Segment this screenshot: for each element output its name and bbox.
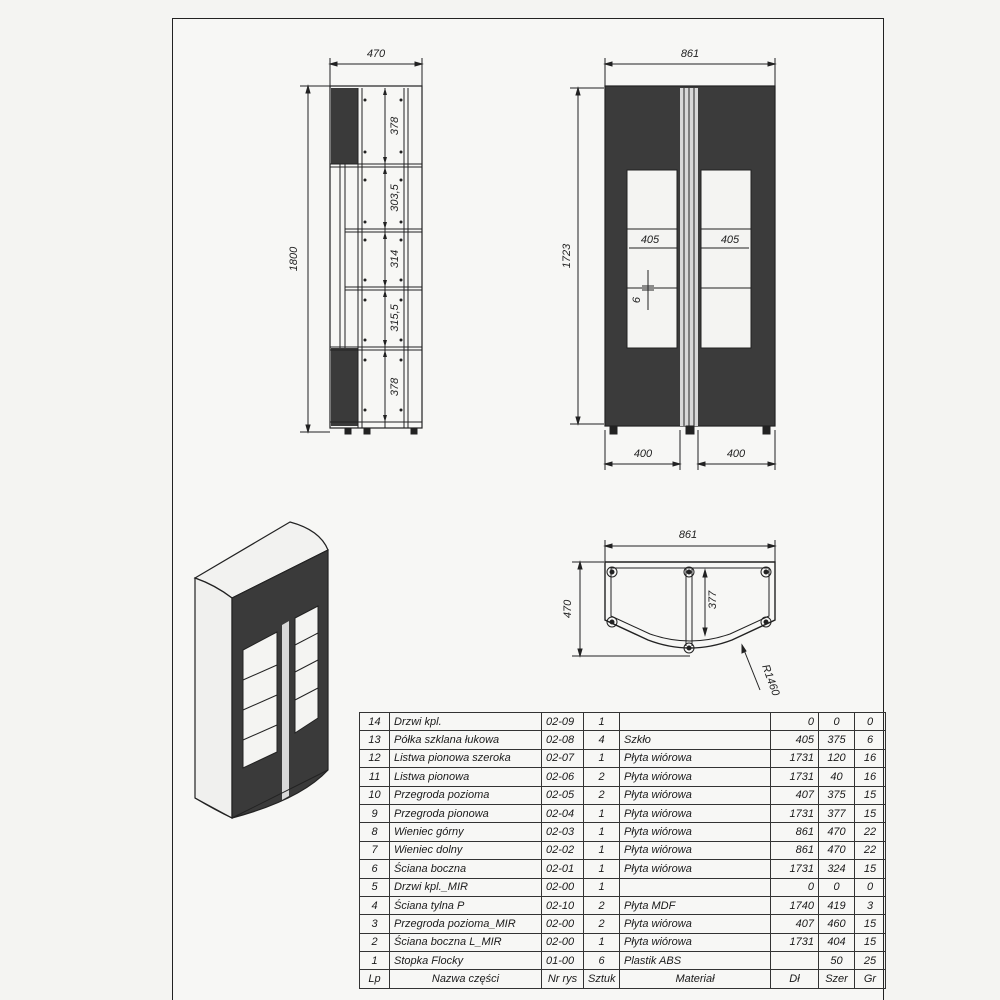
radius-label: R1460 xyxy=(759,662,782,698)
cell-thickness: 15 xyxy=(855,860,886,878)
cell-lp: 13 xyxy=(360,731,390,749)
side-spacing-4: 315,5 xyxy=(389,304,401,332)
cell-thickness: 15 xyxy=(855,933,886,951)
cell-thickness: 16 xyxy=(855,768,886,786)
cell-lp: 6 xyxy=(360,860,390,878)
table-row xyxy=(360,731,886,749)
cell-length: 1731 xyxy=(771,804,819,822)
cell-part-name: Przegroda pionowa xyxy=(390,804,542,822)
side-height-label: 1800 xyxy=(288,246,300,272)
cell-quantity: 1 xyxy=(584,878,620,896)
cell-lp: 2 xyxy=(360,933,390,951)
cell-length: 407 xyxy=(771,786,819,804)
parts-table-body xyxy=(360,713,886,989)
cell-thickness: 3 xyxy=(855,896,886,914)
table-row xyxy=(360,952,886,970)
side-view xyxy=(300,58,422,434)
cell-drawing-no: 02-10 xyxy=(542,896,584,914)
cell-quantity: 2 xyxy=(584,786,620,804)
cell-thickness: 15 xyxy=(855,915,886,933)
cell-width: 120 xyxy=(819,749,855,767)
cell-quantity: 1 xyxy=(584,933,620,951)
cell-quantity: 2 xyxy=(584,896,620,914)
cell-thickness: 6 xyxy=(855,731,886,749)
cell-thickness: 15 xyxy=(855,804,886,822)
cell-drawing-no: 02-07 xyxy=(542,749,584,767)
gap-label: 6 xyxy=(631,296,643,304)
isometric-view xyxy=(195,522,328,818)
top-depth-label: 470 xyxy=(562,599,574,619)
cell-thickness: 16 xyxy=(855,749,886,767)
side-spacing-1: 378 xyxy=(389,116,401,136)
header-width: Szer xyxy=(819,970,855,988)
cell-thickness: 22 xyxy=(855,823,886,841)
cell-drawing-no: 02-00 xyxy=(542,915,584,933)
cell-width: 377 xyxy=(819,804,855,822)
table-row xyxy=(360,878,886,896)
cell-length: 0 xyxy=(771,878,819,896)
cell-part-name: Stopka Flocky xyxy=(390,952,542,970)
cell-drawing-no: 02-09 xyxy=(542,713,584,731)
cell-part-name: Przegroda pozioma_MIR xyxy=(390,915,542,933)
cell-lp: 10 xyxy=(360,786,390,804)
cell-material: Plastik ABS xyxy=(620,952,771,970)
front-view xyxy=(570,58,775,470)
cell-width: 40 xyxy=(819,768,855,786)
cell-length: 1731 xyxy=(771,749,819,767)
cell-material: Płyta MDF xyxy=(620,896,771,914)
cell-material: Płyta wiórowa xyxy=(620,768,771,786)
cell-lp: 3 xyxy=(360,915,390,933)
side-spacing-3: 314 xyxy=(389,249,401,269)
table-header-row xyxy=(360,970,886,988)
cell-length: 861 xyxy=(771,841,819,859)
cell-lp: 5 xyxy=(360,878,390,896)
cell-lp: 12 xyxy=(360,749,390,767)
parts-table xyxy=(359,712,886,989)
table-row xyxy=(360,768,886,786)
cell-quantity: 1 xyxy=(584,841,620,859)
door-width-right: 400 xyxy=(726,448,746,460)
cell-part-name: Półka szklana łukowa xyxy=(390,731,542,749)
cell-part-name: Ściana boczna xyxy=(390,860,542,878)
cell-drawing-no: 02-02 xyxy=(542,841,584,859)
table-row xyxy=(360,860,886,878)
cell-material: Płyta wiórowa xyxy=(620,841,771,859)
cell-lp: 7 xyxy=(360,841,390,859)
cell-material: Szkło xyxy=(620,731,771,749)
table-row xyxy=(360,823,886,841)
top-width-label: 861 xyxy=(678,529,698,541)
header-material: Materiał xyxy=(620,970,771,988)
cell-width: 50 xyxy=(819,952,855,970)
table-row xyxy=(360,804,886,822)
cell-quantity: 1 xyxy=(584,804,620,822)
cell-drawing-no: 02-00 xyxy=(542,878,584,896)
cell-length: 405 xyxy=(771,731,819,749)
cell-length: 1731 xyxy=(771,933,819,951)
table-row xyxy=(360,841,886,859)
inner-depth-label: 377 xyxy=(707,590,719,610)
cell-quantity: 1 xyxy=(584,713,620,731)
top-view xyxy=(572,540,775,690)
table-row xyxy=(360,915,886,933)
cell-drawing-no: 02-06 xyxy=(542,768,584,786)
cell-drawing-no: 02-00 xyxy=(542,933,584,951)
cell-part-name: Ściana boczna L_MIR xyxy=(390,933,542,951)
cell-material: Płyta wiórowa xyxy=(620,933,771,951)
cell-length xyxy=(771,952,819,970)
cell-part-name: Drzwi kpl. xyxy=(390,713,542,731)
cell-length: 1731 xyxy=(771,768,819,786)
cell-width: 324 xyxy=(819,860,855,878)
cell-part-name: Listwa pionowa szeroka xyxy=(390,749,542,767)
cell-quantity: 6 xyxy=(584,952,620,970)
cell-drawing-no: 01-00 xyxy=(542,952,584,970)
cell-drawing-no: 02-04 xyxy=(542,804,584,822)
cell-part-name: Ściana tylna P xyxy=(390,896,542,914)
cell-quantity: 4 xyxy=(584,731,620,749)
cell-length: 0 xyxy=(771,713,819,731)
cell-quantity: 1 xyxy=(584,860,620,878)
table-row xyxy=(360,786,886,804)
header-lp: Lp xyxy=(360,970,390,988)
cell-material: Płyta wiórowa xyxy=(620,786,771,804)
side-width-label: 470 xyxy=(366,48,386,60)
header-length: Dł xyxy=(771,970,819,988)
cell-thickness: 25 xyxy=(855,952,886,970)
cell-part-name: Przegroda pozioma xyxy=(390,786,542,804)
cell-width: 0 xyxy=(819,878,855,896)
cell-lp: 14 xyxy=(360,713,390,731)
cell-thickness: 0 xyxy=(855,713,886,731)
cell-drawing-no: 02-08 xyxy=(542,731,584,749)
cell-lp: 11 xyxy=(360,768,390,786)
front-height-label: 1723 xyxy=(561,243,573,269)
cell-thickness: 0 xyxy=(855,878,886,896)
table-row xyxy=(360,896,886,914)
table-row xyxy=(360,713,886,731)
cell-quantity: 2 xyxy=(584,768,620,786)
door-width-left: 400 xyxy=(633,448,653,460)
cell-lp: 4 xyxy=(360,896,390,914)
cell-width: 419 xyxy=(819,896,855,914)
cell-length: 407 xyxy=(771,915,819,933)
cell-length: 861 xyxy=(771,823,819,841)
cell-material xyxy=(620,878,771,896)
cell-material: Płyta wiórowa xyxy=(620,915,771,933)
header-part-name: Nazwa części xyxy=(390,970,542,988)
cell-lp: 9 xyxy=(360,804,390,822)
cell-thickness: 15 xyxy=(855,786,886,804)
table-row xyxy=(360,933,886,951)
cell-part-name: Listwa pionowa xyxy=(390,768,542,786)
front-width-label: 861 xyxy=(680,48,700,60)
cell-thickness: 22 xyxy=(855,841,886,859)
cell-part-name: Wieniec górny xyxy=(390,823,542,841)
cell-length: 1740 xyxy=(771,896,819,914)
cell-material: Płyta wiórowa xyxy=(620,823,771,841)
cell-length: 1731 xyxy=(771,860,819,878)
cell-drawing-no: 02-05 xyxy=(542,786,584,804)
cell-quantity: 1 xyxy=(584,749,620,767)
cell-width: 0 xyxy=(819,713,855,731)
cell-material: Płyta wiórowa xyxy=(620,860,771,878)
header-quantity: Sztuk xyxy=(584,970,620,988)
cell-material: Płyta wiórowa xyxy=(620,749,771,767)
cell-width: 460 xyxy=(819,915,855,933)
side-spacing-2: 303,5 xyxy=(389,184,401,212)
header-drawing-no: Nr rys xyxy=(542,970,584,988)
cell-width: 375 xyxy=(819,786,855,804)
cell-lp: 1 xyxy=(360,952,390,970)
glass-width-left: 405 xyxy=(640,234,660,246)
cell-drawing-no: 02-01 xyxy=(542,860,584,878)
table-row xyxy=(360,749,886,767)
cell-part-name: Drzwi kpl._MIR xyxy=(390,878,542,896)
cell-width: 470 xyxy=(819,823,855,841)
glass-width-right: 405 xyxy=(720,234,740,246)
cell-width: 375 xyxy=(819,731,855,749)
side-spacing-5: 378 xyxy=(389,377,401,397)
cell-width: 470 xyxy=(819,841,855,859)
header-thickness: Gr xyxy=(855,970,886,988)
cell-width: 404 xyxy=(819,933,855,951)
cell-material xyxy=(620,713,771,731)
cell-part-name: Wieniec dolny xyxy=(390,841,542,859)
cell-material: Płyta wiórowa xyxy=(620,804,771,822)
cell-quantity: 1 xyxy=(584,823,620,841)
cell-drawing-no: 02-03 xyxy=(542,823,584,841)
cell-lp: 8 xyxy=(360,823,390,841)
cell-quantity: 2 xyxy=(584,915,620,933)
